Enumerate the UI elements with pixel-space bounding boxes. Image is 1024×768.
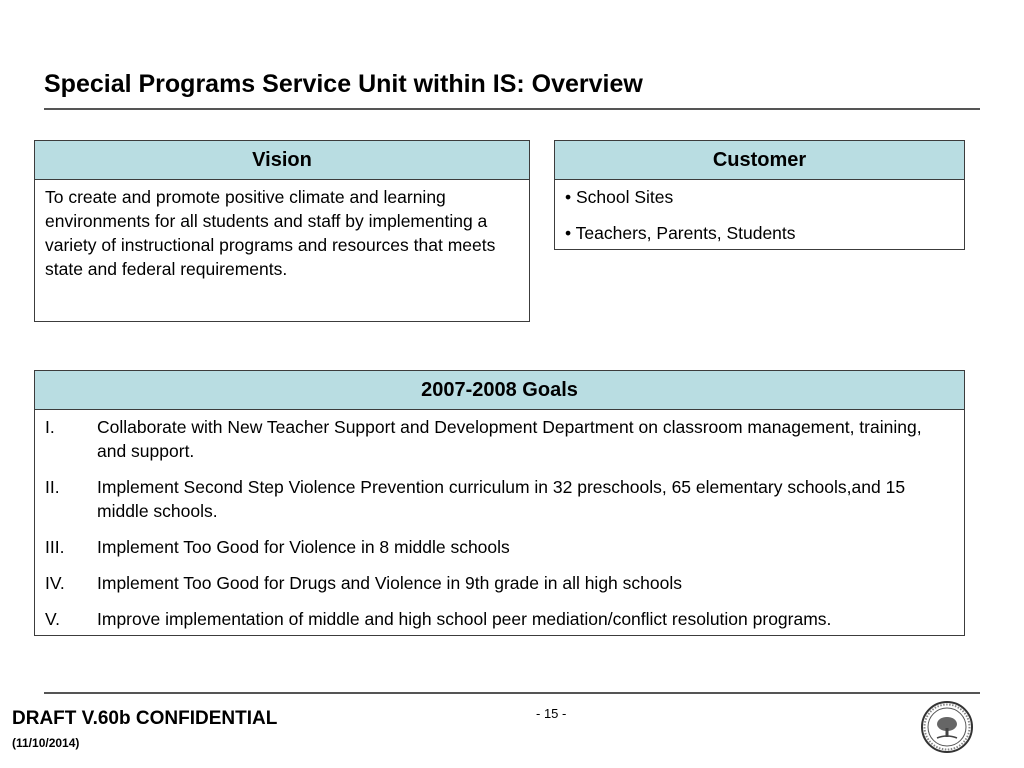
customer-box xyxy=(554,140,965,250)
page-number: - 15 - xyxy=(536,706,567,721)
vision-heading: Vision xyxy=(35,141,529,180)
goal-text: Implement Second Step Violence Prevention curriculum in 32 preschools, 65 elementary schools,and 15 middle schools. xyxy=(97,477,906,521)
goals-list xyxy=(35,410,964,631)
goal-number: V. xyxy=(45,609,60,629)
draft-label: DRAFT V.60b CONFIDENTIAL xyxy=(12,708,278,729)
customer-list xyxy=(555,180,964,262)
page-title: Special Programs Service Unit within IS: Overview xyxy=(44,70,643,98)
title-divider xyxy=(44,108,980,110)
goal-item xyxy=(45,475,954,523)
vision-text: To create and promote positive climate and learning environments for all students and staff by implementing a variety of instructional programs and resources that meets state and federal requirements. xyxy=(45,187,496,279)
goal-number: IV. xyxy=(45,573,65,593)
goal-item xyxy=(45,415,954,463)
goal-text: Implement Too Good for Drugs and Violence in 9th grade in all high schools xyxy=(97,573,682,593)
goals-box xyxy=(34,370,965,636)
district-seal-icon xyxy=(920,700,974,754)
goal-number: I. xyxy=(45,417,55,437)
draft-date: (11/10/2014) xyxy=(12,736,80,750)
goal-text: Collaborate with New Teacher Support and Development Department on classroom management, training, and support. xyxy=(97,417,922,461)
customer-heading: Customer xyxy=(555,141,964,180)
customer-item: • Teachers, Parents, Students xyxy=(565,223,796,243)
footer-divider xyxy=(44,692,980,694)
goal-item xyxy=(45,607,954,631)
goal-text: Implement Too Good for Violence in 8 middle schools xyxy=(97,537,510,557)
customer-item: • School Sites xyxy=(565,187,674,207)
goal-number: II. xyxy=(45,477,60,497)
goal-item xyxy=(45,571,954,595)
goal-text: Improve implementation of middle and high school peer mediation/conflict resolution programs. xyxy=(97,609,832,629)
goal-number: III. xyxy=(45,537,65,557)
goal-item xyxy=(45,535,954,559)
goals-heading: 2007-2008 Goals xyxy=(35,371,964,410)
vision-box xyxy=(34,140,530,322)
